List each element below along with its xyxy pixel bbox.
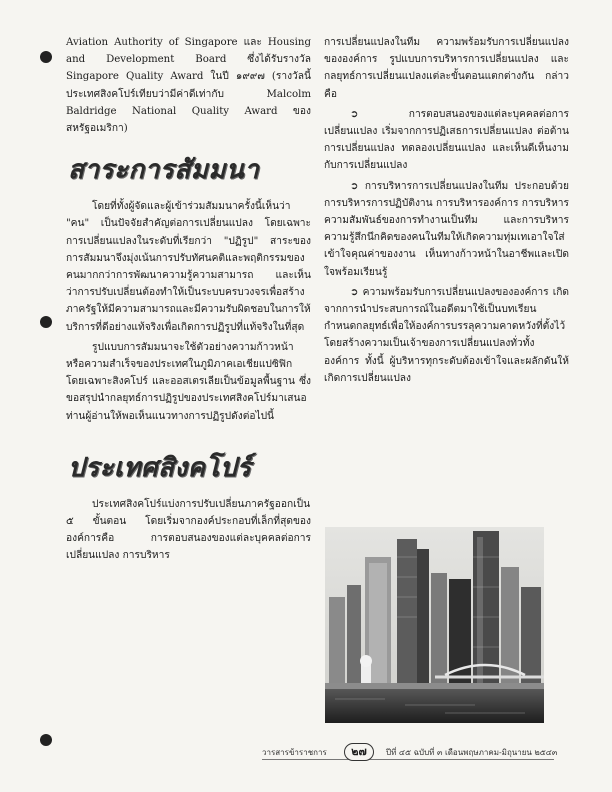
- singapore-paragraph: ประเทศสิงคโปร์แบ่งการปรับเปลี่ยนภาครัฐออกเป็น ๕ ขั้นตอน โดยเริ่มจากองค์ประกอบที่เล็กที่สุดขององค์การคือ การตอบสนองของแต่ละบุคคลต่อการเปลี่ยนแปลง การบริหาร: [66, 498, 311, 562]
- bullet-team-change: ➲ การบริหารการเปลี่ยนแปลงในทีม ประกอบด้วยการบริหารการปฏิบัติงาน การบริหารองค์การ การบริหารความสัมพันธ์ของการทำงานเป็นทีม และการบริหารความรู้สึกนึกคิดของคนในทีมให้เกิดความทุ่มเทเอาใจใส่ เข้าใจคุณค่าของงาน เห็นทางก้าวหน้าในอาชีพและเปิดใจพร้อมเรียนรู้: [324, 180, 569, 278]
- punch-hole-bottom: [40, 734, 52, 746]
- left-column: [66, 34, 311, 565]
- section-heading-singapore: ประเทศสิงคโปร์: [68, 452, 252, 483]
- right-column: [324, 34, 569, 387]
- page-number: ๒๗: [344, 743, 374, 761]
- section-heading-seminar: สาระการสัมมนา: [68, 155, 260, 186]
- punch-hole-middle: [40, 316, 52, 328]
- page-footer: [262, 744, 562, 766]
- singapore-skyline-photo: [325, 527, 544, 723]
- continued-paragraph: การเปลี่ยนแปลงในทีม ความพร้อมรับการเปลี่ยนแปลงขององค์การ รูปแบบการบริหารการเปลี่ยนแปลง และกลยุทธ์การเปลี่ยนแปลงแต่ละขั้นตอนแตกต่างกัน กล่าวคือ: [324, 37, 569, 100]
- seminar-paragraph-2: รูปแบบการสัมมนาจะใช้ตัวอย่างความก้าวหน้าหรือความสำเร็จของประเทศในภูมิภาคเอเชียแปซิฟิก โดยเฉพาะสิงคโปร์ และออสเตรเลียเป็นข้อมูลพื้นฐาน ซึ่งขอสรุปนำกลยุทธ์การปฏิรูปของประเทศสิงคโปร์มาเสนอท่านผู้อ่านให้พอเห็นแนวทางการปฏิรูปดังต่อไปนี้: [66, 341, 311, 422]
- issue-info: ปีที่ ๔๕ ฉบับที่ ๓ เดือนพฤษภาคม-มิถุนายน ๒๕๔๓: [386, 748, 558, 757]
- seminar-paragraph-1: โดยที่ทั้งผู้จัดและผู้เข้าร่วมสัมมนาครั้งนี้เห็นว่า "คน" เป็นปัจจัยสำคัญต่อการเปลี่ยนแปลง โดยเฉพาะการเปลี่ยนแปลงในระดับที่เรียกว่า "ปฏิรูป" สาระของการสัมมนาจึงมุ่งเน้นการปรับทัศนคติและพฤติกรรมของคนมากกว่าการพัฒนาความรู้ความสามารถ และเห็นว่าการปรับเปลี่ยนต้องทำให้เป็นระบบครบวงจรเพื่อสร้างภาครัฐให้มีความสามารถและมีความรับผิดชอบในการให้บริการที่ดีอย่างแท้จริงเพื่อเกิดการปฏิรูปที่แท้จริงในที่สุด: [66, 201, 311, 333]
- intro-paragraph: Aviation Authority of Singapore และ Housing and Development Board ซึ่งได้รับรางวัล Singapore Quality Award ในปี ๑๙๙๗ (รางวัลนี้ประเทศสิงคโปร์เทียบว่ามีค่าดีเท่ากับ Malcolm Baldridge National Quality Award ของสหรัฐอเมริกา): [66, 37, 311, 135]
- footer-divider: [262, 759, 554, 760]
- journal-name: วารสารข้าราชการ: [262, 748, 327, 757]
- bullet-individual-response: ➲ การตอบสนองของแต่ละบุคคลต่อการเปลี่ยนแปลง เริ่มจากการปฏิเสธการเปลี่ยนแปลง ต่อต้านการเปลี่ยนแปลง ทดลองเปลี่ยนแปลง และเห็นดีเห็นงามกับการเปลี่ยนแปลง: [324, 108, 569, 172]
- punch-hole-top: [40, 51, 52, 63]
- bullet-organization-readiness: ➲ ความพร้อมรับการเปลี่ยนแปลงขององค์การ เกิดจากการนำประสบการณ์ในอดีตมาใช้เป็นบทเรียน กำหนดกลยุทธ์เพื่อให้องค์การบรรลุความคาดหวังที่ตั้งไว้ โดยสร้างความเป็นเจ้าของการเปลี่ยนแปลงทั่วทั้งองค์การ ทั้งนี้ ผู้บริหารทุกระดับต้องเข้าใจและผลักดันให้เกิดการเปลี่ยนแปลง: [324, 286, 569, 384]
